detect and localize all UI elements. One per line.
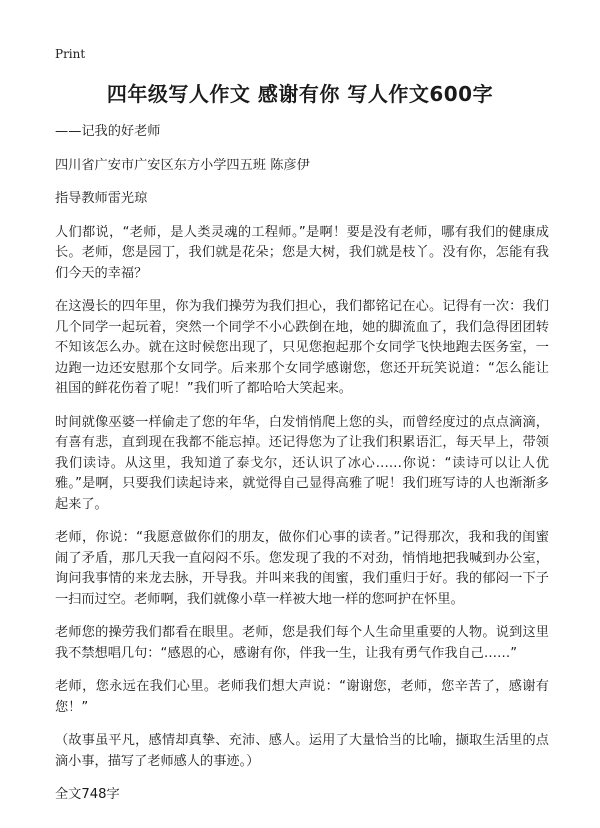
paragraph-3: 时间就像巫婆一样偷走了您的年华，白发悄悄爬上您的头，而曾经度过的点点滴滴，有喜有悲，直到现在我都不能忘掉。还记得您为了让我们积累语汇，每天早上，带领我们读诗。从这里，我知道了泰戈尔，还认识了冰心……你说：“读诗可以让人优雅。”是啊，只要我们读起诗来，就觉得自己显得高雅了呢！我们班写诗的人也渐渐多起来了。 <box>55 414 549 512</box>
teacher-line: 指导教师雷光琼 <box>55 191 148 206</box>
paragraph-4: 老师，你说：“我愿意做你们的朋友，做你们心事的读者。”记得那次，我和我的闺蜜闹了矛盾，那几天我一直闷闷不乐。您发现了我的不对劲，悄悄地把我喊到办公室，询问我事情的来龙去脉，开导我。并叫来我的闺蜜，我们重归于好。我的郁闷一下子一扫而过空。老师啊，我们就像小草一样被大地一样的您呵护在怀里。 <box>55 530 549 607</box>
paragraph-1: 人们都说，“老师，是人类灵魂的工程师。”是啊！要是没有老师，哪有我们的健康成长。老师，您是园丁，我们就是花朵；您是大树，我们就是枝丫。没有你，怎能有我们今天的幸福？ <box>55 224 549 281</box>
print-link[interactable]: Print <box>55 47 86 61</box>
paragraph-6: 老师，您永远在我们心里。老师我们想大声说：“谢谢您，老师，您辛苦了，感谢有您！” <box>55 679 549 715</box>
paragraph-2: 在这漫长的四年里，你为我们操劳为我们担心，我们都铭记在心。记得有一次：我们几个同学一起玩着，突然一个同学不小心跌倒在地，她的脚流血了，我们急得团团转不知该怎么办。就在这时候您出现了，只见您抱起那个女同学飞快地跑去医务室，一边跑一边还安慰那个女同学。后来那个女同学感谢您，您还开玩笑说道：“怎么能让祖国的鲜花伤着了呢！”我们听了都哈哈大笑起来。 <box>55 299 549 396</box>
article-title: 四年级写人作文 感谢有你 写人作文600字 <box>106 82 494 106</box>
article-body <box>55 122 549 819</box>
article-subtitle: ——记我的好老师 <box>55 124 161 139</box>
paragraph-5: 老师您的操劳我们都看在眼里。老师，您是我们每个人生命里重要的人物。说到这里我不禁想唱几句：“感恩的心，感谢有你，伴我一生，让我有勇气作我自己……” <box>55 625 549 661</box>
word-count: 全文748字 <box>55 787 120 802</box>
commentary: （故事虽平凡，感情却真挚、充沛、感人。运用了大量恰当的比喻，撷取生活里的点滴小事，描写了老师感人的事迹。） <box>55 733 549 769</box>
author-line: 四川省广安市广安区东方小学四五班 陈彦伊 <box>55 157 310 173</box>
